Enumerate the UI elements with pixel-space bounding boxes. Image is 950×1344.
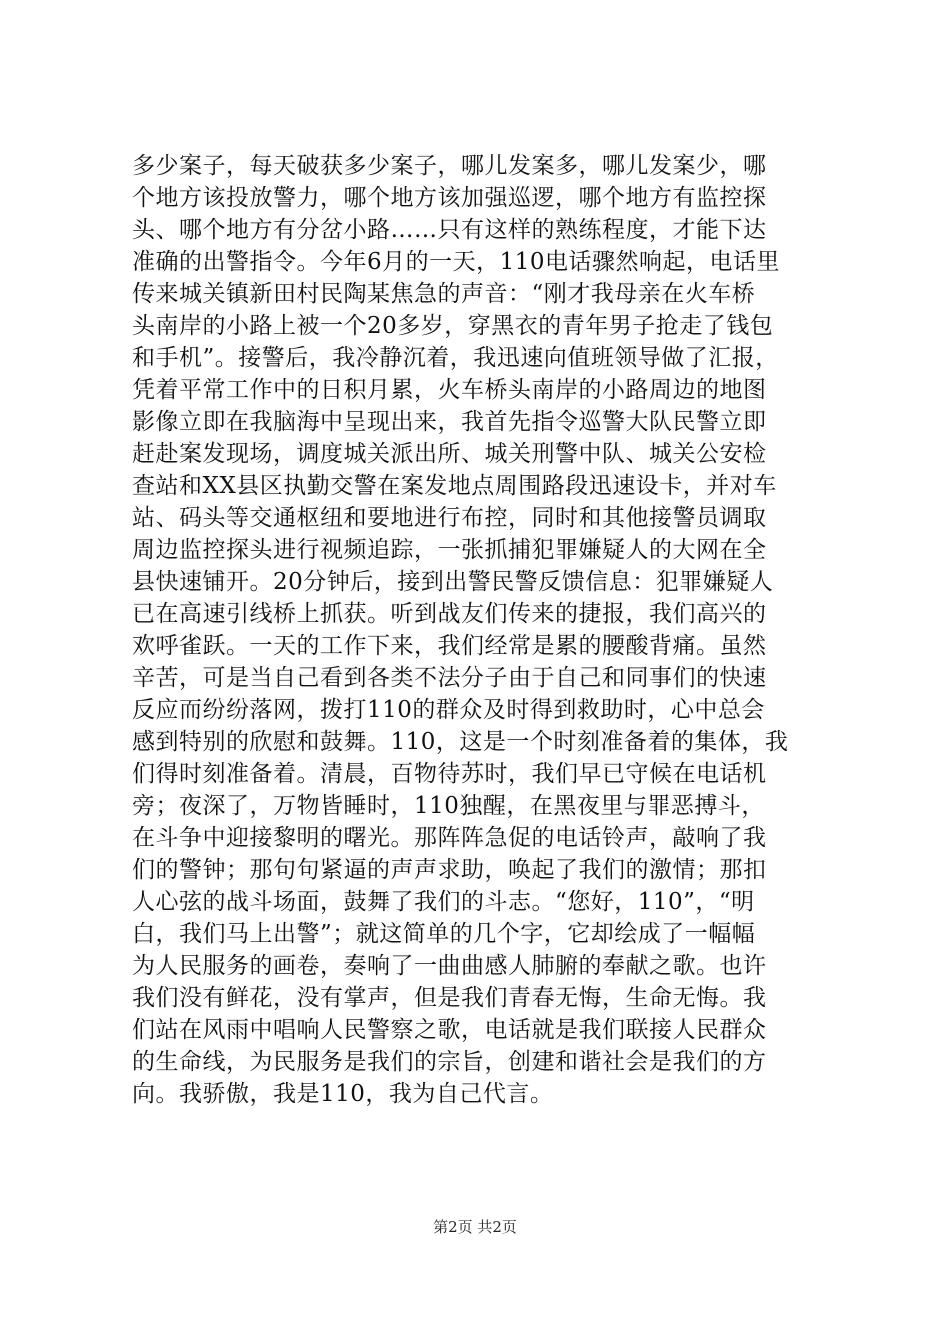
text-line: 欢呼雀跃。一天的工作下来，我们经常是累的腰酸背痛。虽然 (132, 633, 767, 659)
text-line: 个地方该投放警力，哪个地方该加强巡逻，哪个地方有监控探 (132, 185, 767, 211)
text-line: 和手机”。接警后，我冷静沉着，我迅速向值班领导做了汇报， (132, 345, 779, 371)
text-line: 周边监控探头进行视频追踪，一张抓捕犯罪嫌疑人的大网在全 (132, 537, 767, 563)
text-line: 在斗争中迎接黎明的曙光。那阵阵急促的电话铃声，敲响了我 (132, 825, 767, 851)
text-line: 人心弦的战斗场面，鼓舞了我们的斗志。“您好，110”，“明 (132, 889, 755, 915)
text-line: 影像立即在我脑海中呈现出来，我首先指令巡警大队民警立即 (132, 409, 767, 435)
text-line: 多少案子，每天破获多少案子，哪儿发案多，哪儿发案少，哪 (132, 153, 767, 179)
text-line: 们得时刻准备着。清晨，百物待苏时，我们早已守候在电话机 (132, 761, 767, 787)
text-line: 向。我骄傲，我是110，我为自己代言。 (132, 1081, 554, 1107)
text-line: 的生命线，为民服务是我们的宗旨，创建和谐社会是我们的方 (132, 1049, 767, 1075)
text-line: 准确的出警指令。今年6月的一天，110电话骤然响起，电话里 (132, 249, 781, 275)
text-line: 白，我们马上出警”；就这简单的几个字，它却绘成了一幅幅 (132, 921, 756, 947)
text-line: 已在高速引线桥上抓获。听到战友们传来的捷报，我们高兴的 (132, 601, 767, 627)
text-line: 为人民服务的画卷，奏响了一曲曲感人肺腑的奉献之歌。也许 (132, 953, 767, 979)
page-number-footer: 第2页 共2页 (433, 1218, 517, 1236)
text-line: 凭着平常工作中的日积月累，火车桥头南岸的小路周边的地图 (132, 377, 767, 403)
text-line: 县快速铺开。20分钟后，接到出警民警反馈信息：犯罪嫌疑人 (132, 569, 774, 595)
text-line: 查站和XX县区执勤交警在案发地点周围路段迅速设卡，并对车 (132, 473, 777, 499)
text-line: 站、码头等交通枢纽和要地进行布控，同时和其他接警员调取 (132, 505, 767, 531)
text-line: 头南岸的小路上被一个20多岁，穿黑衣的青年男子抢走了钱包 (132, 313, 774, 339)
text-line: 我们没有鲜花，没有掌声，但是我们青春无悔，生命无悔。我 (132, 985, 767, 1011)
text-line: 反应而纷纷落网，拨打110的群众及时得到救助时，心中总会 (132, 697, 765, 723)
text-line: 头、哪个地方有分岔小路……只有这样的熟练程度，才能下达 (132, 217, 767, 243)
text-line: 传来城关镇新田村民陶某焦急的声音：“刚才我母亲在火车桥 (132, 281, 756, 307)
text-line: 赶赴案发现场，调度城关派出所、城关刑警中队、城关公安检 (132, 441, 767, 467)
text-line: 们的警钟；那句句紧逼的声声求助，唤起了我们的激情；那扣 (132, 857, 767, 883)
text-line: 感到特别的欣慰和鼓舞。110，这是一个时刻准备着的集体，我 (132, 729, 789, 755)
text-line: 旁；夜深了，万物皆睡时，110独醒，在黑夜里与罪恶搏斗， (132, 793, 765, 819)
body-paragraph (132, 150, 862, 1110)
text-line: 们站在风雨中唱响人民警察之歌，电话就是我们联接人民群众 (132, 1017, 767, 1043)
text-line: 辛苦，可是当自己看到各类不法分子由于自己和同事们的快速 (132, 665, 767, 691)
